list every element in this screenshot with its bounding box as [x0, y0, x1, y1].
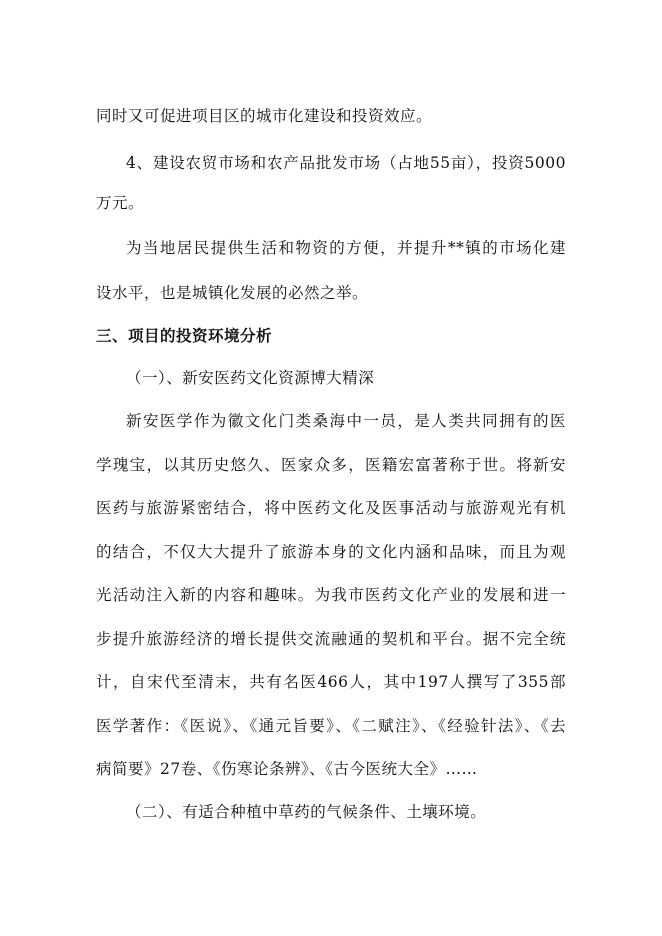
paragraph-line: 的结合，不仅大大提升了旅游本身的文化内涵和品味，而且为观: [96, 543, 566, 561]
paragraph-line: 计，自宋代至清末，共有名医466人，其中197人撰写了355部: [96, 673, 566, 691]
paragraph-line: 为当地居民提供生活和物资的方便，并提升**镇的市场化建: [126, 239, 566, 257]
paragraph-line: 同时又可促进项目区的城市化建设和投资效应。: [96, 107, 433, 125]
paragraph-line: 医药与旅游紧密结合，将中医药文化及医事活动与旅游观光有机: [96, 499, 566, 517]
paragraph-line: 学瑰宝，以其历史悠久、医家众多，医籍宏富著称于世。将新安: [96, 456, 566, 474]
paragraph-line: 4、建设农贸市场和农产品批发市场（占地55亩），投资5000: [126, 154, 566, 172]
subsection-heading: （二）、有适合种植中草药的气候条件、土壤环境。: [126, 803, 487, 821]
paragraph-line: 万元。: [96, 194, 145, 212]
paragraph-line: 光活动注入新的内容和趣味。为我市医药文化产业的发展和进一: [96, 586, 566, 604]
section-heading: 三、项目的投资环境分析: [96, 327, 273, 345]
paragraph-line: 医学著作：《医说》、《通元旨要》、《二赋注》、《经验针法》、《去: [96, 717, 566, 735]
paragraph-line: 病简要》27卷、《伤寒论条辨》、《古今医统大全》……: [96, 760, 478, 778]
subsection-heading: （一）、新安医药文化资源博大精深: [126, 369, 375, 387]
paragraph-line: 步提升旅游经济的增长提供交流融通的契机和平台。据不完全统: [96, 630, 566, 648]
paragraph-line: 设水平，也是城镇化发展的必然之举。: [96, 284, 369, 302]
paragraph-line: 新安医学作为徽文化门类桑海中一员，是人类共同拥有的医: [126, 412, 566, 430]
